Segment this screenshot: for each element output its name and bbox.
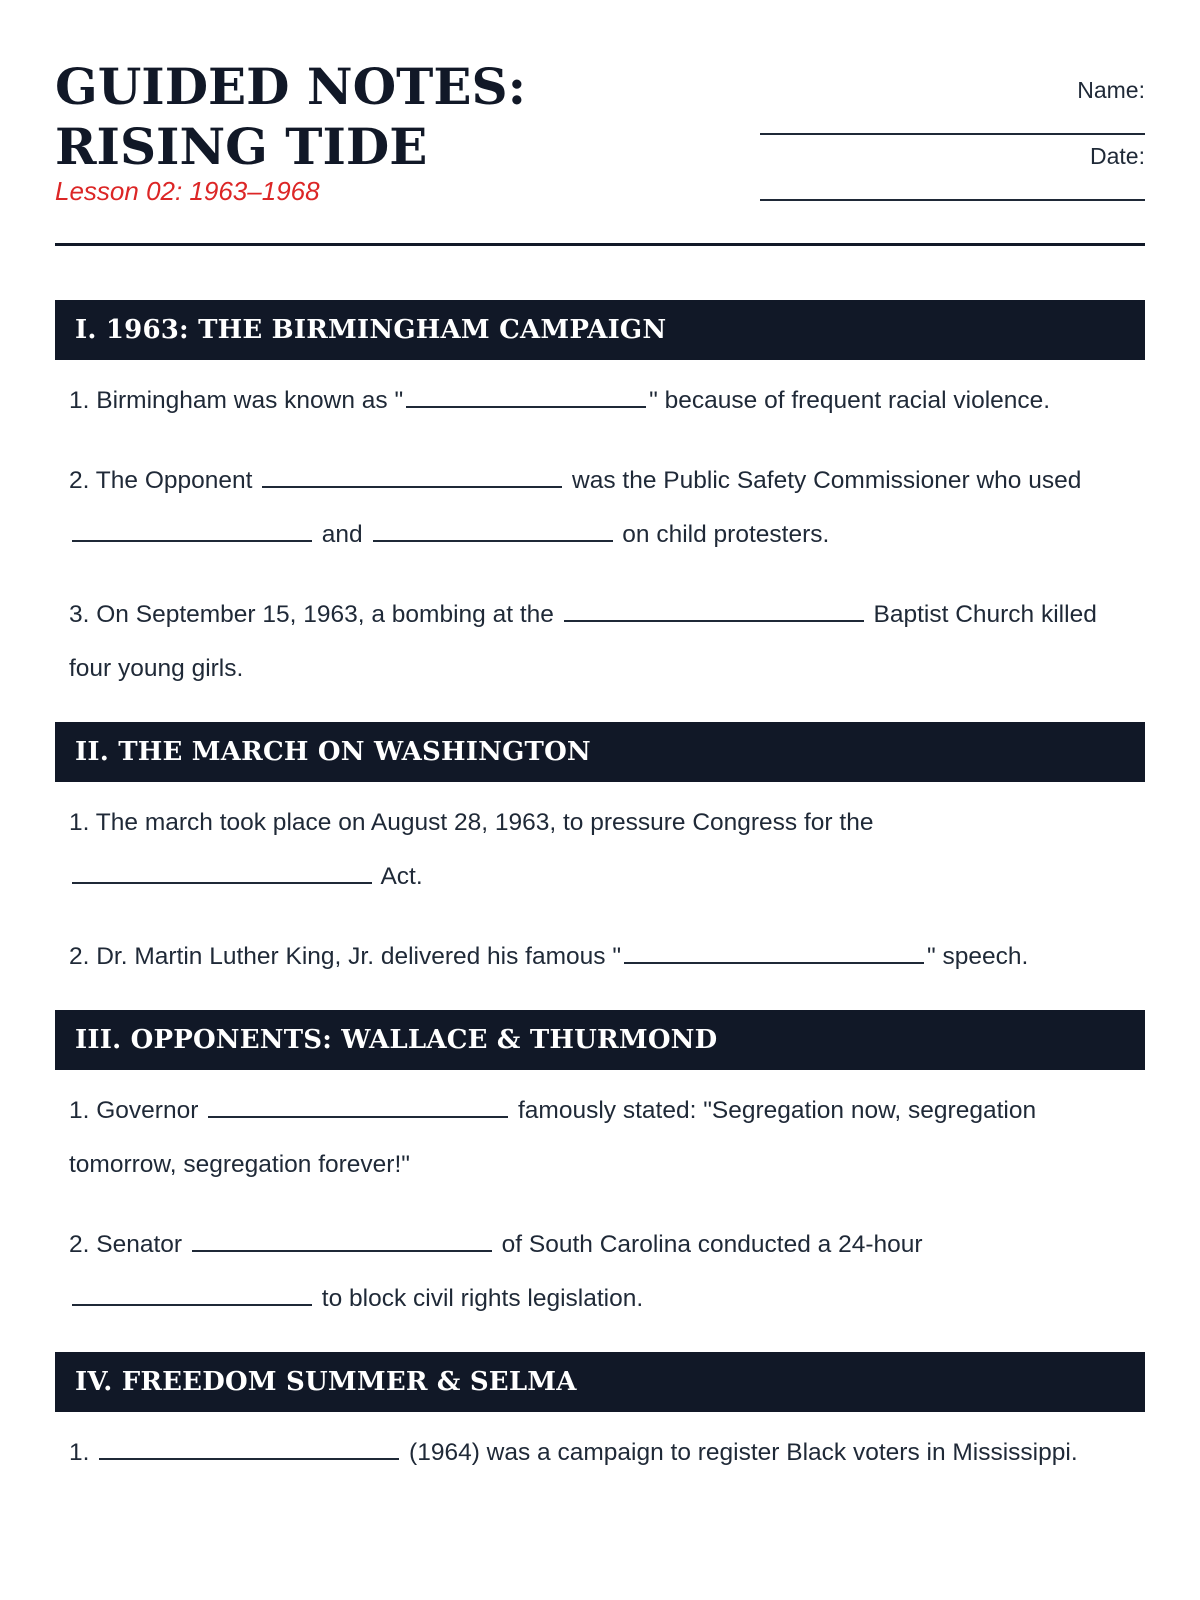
question-text: Baptist Church killed four young girls. — [69, 601, 1097, 682]
question-text: and — [315, 521, 370, 548]
question-text: 1. — [69, 1439, 97, 1466]
section-freedom-summer — [55, 1352, 1145, 1506]
date-blank[interactable] — [760, 171, 1145, 201]
section-birmingham — [55, 300, 1145, 722]
question-item — [69, 1218, 1131, 1326]
section-heading: I. 1963: THE BIRMINGHAM CAMPAIGN — [55, 300, 1145, 360]
student-info — [745, 75, 1145, 207]
answer-blank[interactable] — [208, 1094, 508, 1118]
question-text: Act. — [375, 863, 423, 890]
section-opponents — [55, 1010, 1145, 1352]
worksheet-header — [55, 0, 1145, 246]
question-item — [69, 588, 1131, 696]
question-item — [69, 930, 1131, 984]
question-text: on child protesters. — [615, 521, 830, 548]
page-title: GUIDED NOTES: RISING TIDE — [55, 57, 527, 176]
date-row — [745, 141, 1145, 201]
question-text: 1. Birmingham was known as " — [69, 387, 404, 414]
question-item — [69, 1426, 1131, 1480]
question-text: of South Carolina conducted a 24-hour — [494, 1231, 923, 1258]
answer-blank[interactable] — [72, 860, 372, 884]
question-text: 3. On September 15, 1963, a bombing at the — [69, 601, 561, 628]
name-blank[interactable] — [760, 105, 1145, 135]
question-text: (1964) was a campaign to register Black voters in Mississippi. — [402, 1439, 1078, 1466]
question-text: famously stated: "Segregation now, segregation tomorrow, segregation forever!" — [69, 1097, 1037, 1178]
question-item — [69, 374, 1131, 428]
lesson-subtitle: Lesson 02: 1963–1968 — [55, 176, 320, 206]
section-items — [55, 1412, 1145, 1506]
answer-blank[interactable] — [72, 1282, 312, 1306]
answer-blank[interactable] — [192, 1228, 492, 1252]
question-item — [69, 796, 1131, 904]
section-heading: II. THE MARCH ON WASHINGTON — [55, 722, 1145, 782]
question-text: 2. Senator — [69, 1231, 189, 1258]
answer-blank[interactable] — [373, 518, 613, 542]
question-text: 2. The Opponent — [69, 467, 260, 494]
answer-blank[interactable] — [406, 384, 646, 408]
answer-blank[interactable] — [624, 940, 924, 964]
answer-blank[interactable] — [262, 464, 562, 488]
section-march-on-washington — [55, 722, 1145, 1010]
date-label: Date: — [1090, 143, 1145, 169]
answer-blank[interactable] — [564, 598, 864, 622]
question-text: " speech. — [927, 943, 1029, 970]
name-row — [745, 75, 1145, 135]
section-items — [55, 782, 1145, 1010]
question-text: was the Public Safety Commissioner who used — [565, 467, 1082, 494]
question-text: to block civil rights legislation. — [315, 1285, 644, 1312]
question-text: 2. Dr. Martin Luther King, Jr. delivered his famous " — [69, 943, 622, 970]
answer-blank[interactable] — [72, 518, 312, 542]
section-heading: IV. FREEDOM SUMMER & SELMA — [55, 1352, 1145, 1412]
question-item — [69, 454, 1131, 562]
question-item — [69, 1084, 1131, 1192]
question-text: 1. Governor — [69, 1097, 206, 1124]
question-text: " because of frequent racial violence. — [649, 387, 1051, 414]
question-text: 1. The march took place on August 28, 1963, to pressure Congress for the — [69, 809, 874, 836]
section-items — [55, 1070, 1145, 1352]
answer-blank[interactable] — [99, 1436, 399, 1460]
section-items — [55, 360, 1145, 722]
section-heading: III. OPPONENTS: WALLACE & THURMOND — [55, 1010, 1145, 1070]
name-label: Name: — [1077, 77, 1145, 103]
